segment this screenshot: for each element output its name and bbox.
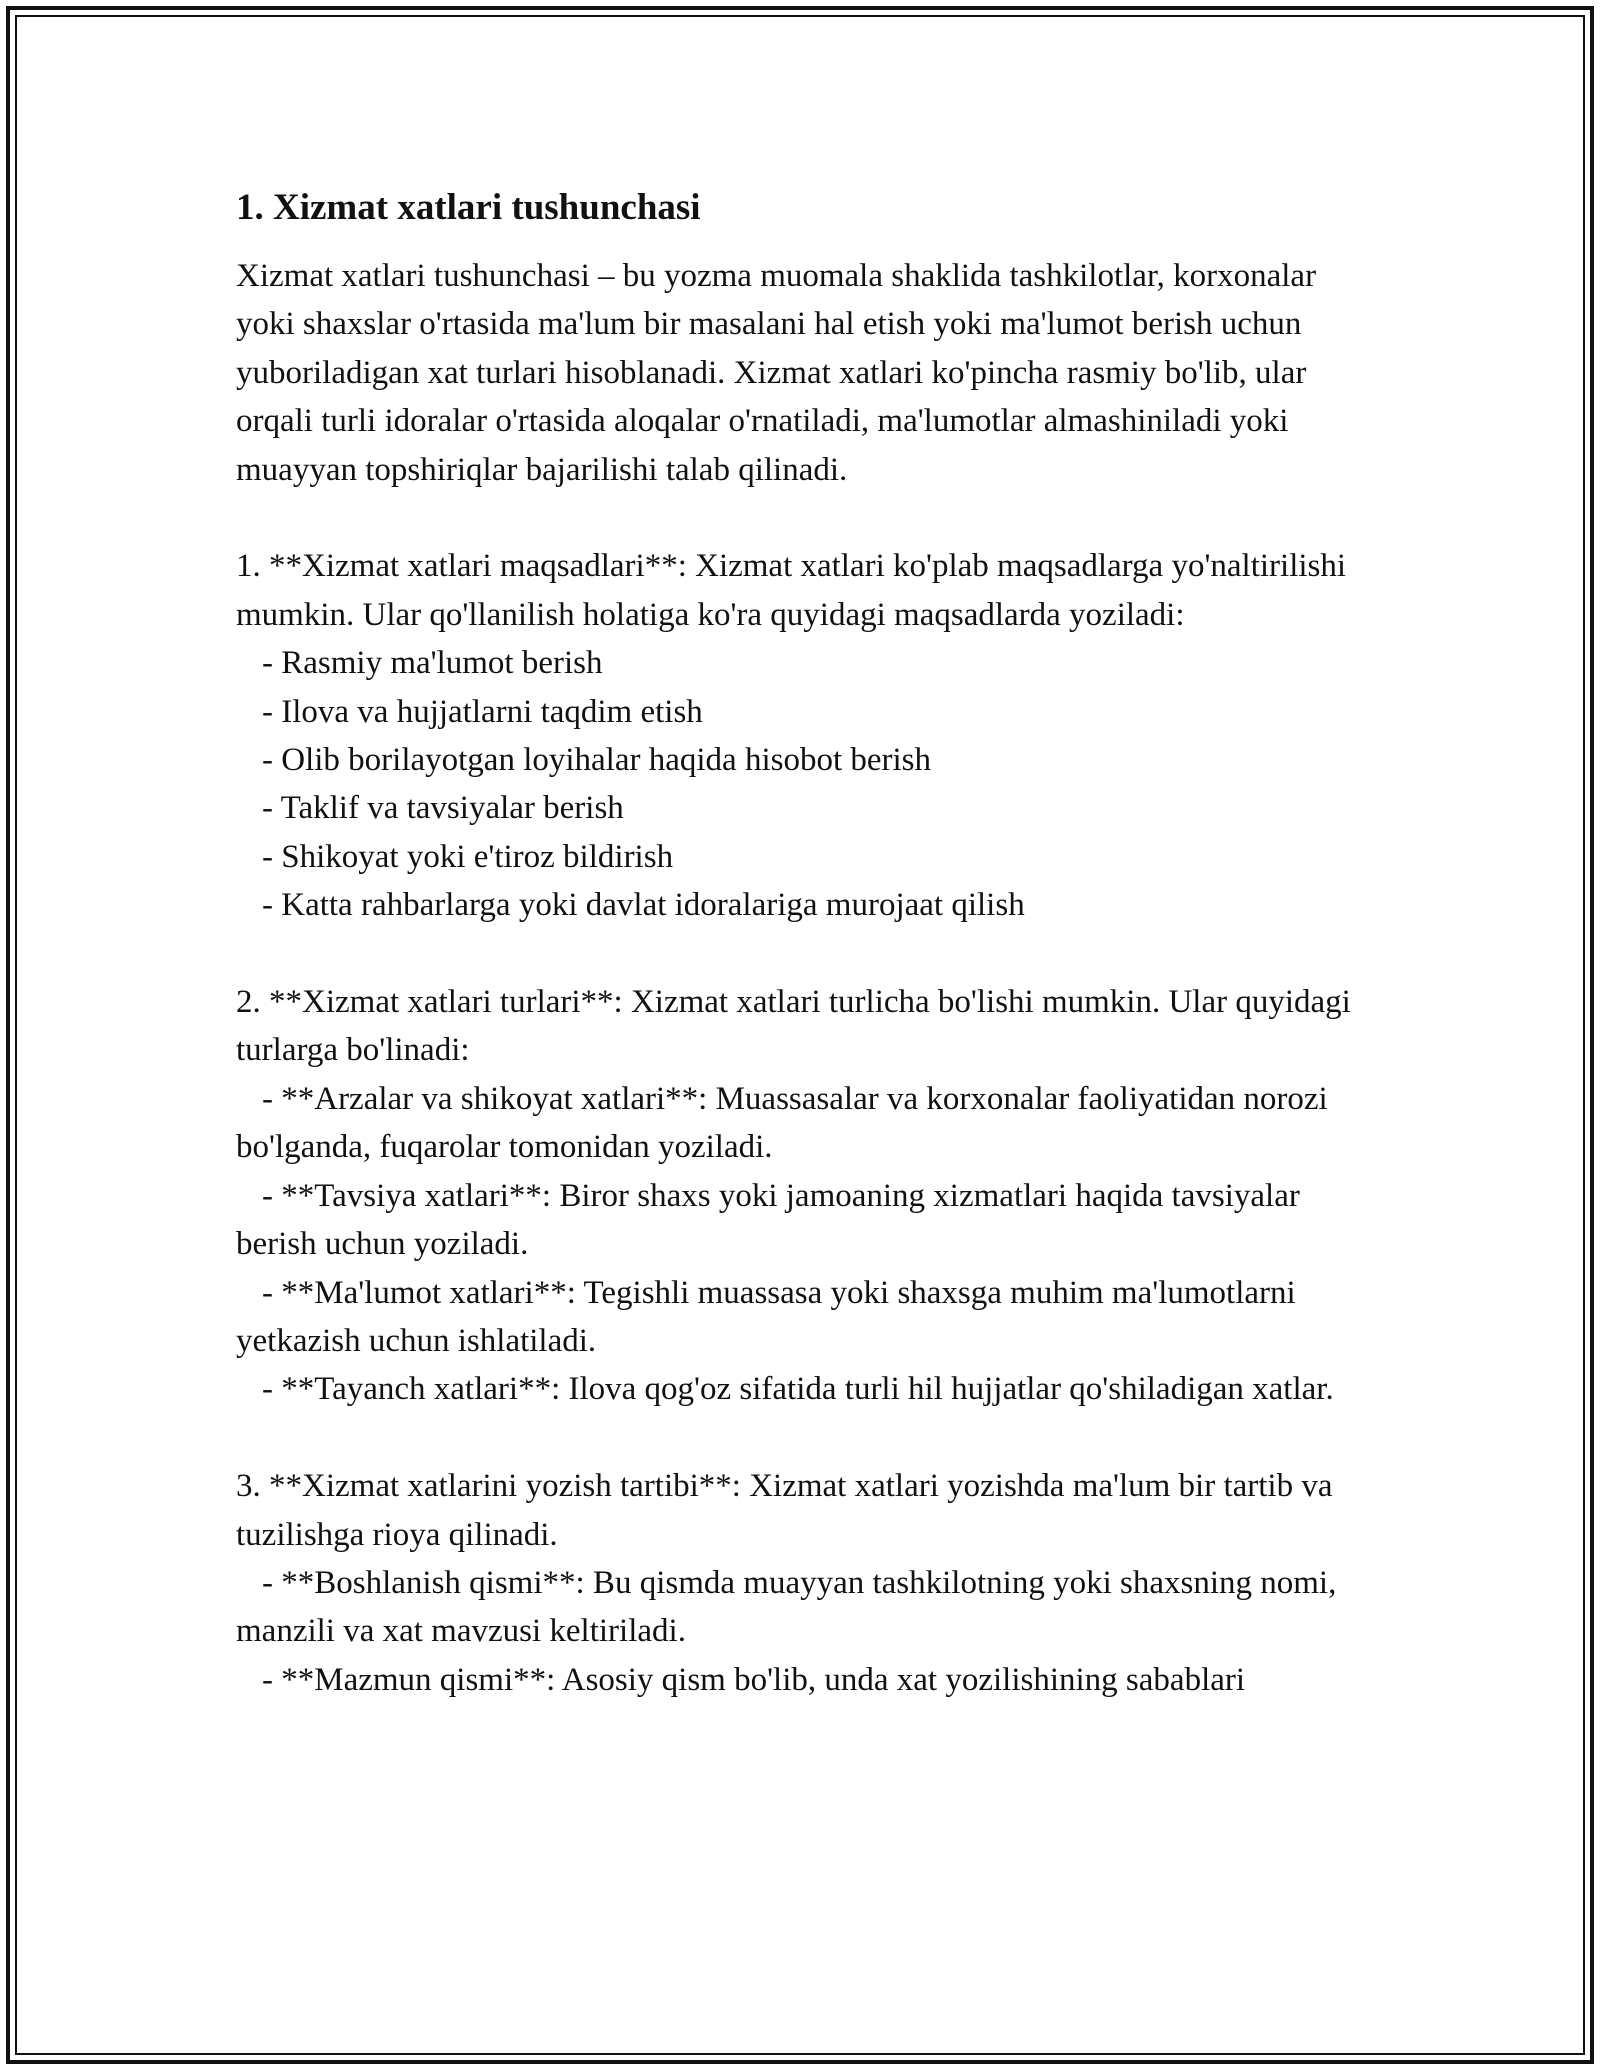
writing-order-lead: 3. **Xizmat xatlarini yozish tartibi**: Xizmat xatlari yozishda ma'lum bir tartib va tuzilishga rioya qilinadi. [236, 1468, 1341, 1553]
purpose-item: - Katta rahbarlarga yoki davlat idoralariga murojaat qilish [262, 887, 1025, 924]
paragraph-gap [236, 930, 1376, 978]
purpose-item: - Rasmiy ma'lumot berish [262, 645, 603, 682]
writing-order-section [236, 1462, 1376, 1704]
writing-order-item-text: - **Mazmun qismi**: Asosiy qism bo'lib, unda xat yozilishining sabablari [262, 1661, 1246, 1698]
writing-order-item [236, 1559, 1376, 1656]
type-item-text: - **Arzalar va shikoyat xatlari**: Muassasalar va korxonalar faoliyatidan norozi bo'lganda, fuqarolar tomonidan yoziladi. [236, 1080, 1336, 1166]
type-item-text: - **Tavsiya xatlari**: Biror shaxs yoki jamoaning xizmatlari haqida tavsiyalar berish uchun yoziladi. [236, 1177, 1309, 1263]
section-heading: 1. Xizmat xatlari tushunchasi [236, 187, 701, 228]
type-item [236, 1269, 1376, 1366]
purpose-item: - Olib borilayotgan loyihalar haqida hisobot berish [262, 742, 932, 779]
type-item [236, 1172, 1376, 1269]
purpose-item: - Ilova va hujjatlarni taqdim etish [262, 693, 703, 730]
paragraph-gap [236, 1414, 1376, 1462]
type-item-text: - **Tayanch xatlari**: Ilova qog'oz sifatida turli hil hujjatlar qo'shiladigan xatlar. [262, 1371, 1334, 1408]
purpose-item: - Shikoyat yoki e'tiroz bildirish [262, 838, 674, 875]
purpose-item: - Taklif va tavsiyalar berish [262, 790, 624, 827]
types-lead: 2. **Xizmat xatlari turlari**: Xizmat xatlari turlicha bo'lishi mumkin. Ular quyidagi turlarga bo'linadi: [236, 984, 1360, 1069]
type-item [236, 1075, 1376, 1172]
intro-paragraph: Xizmat xatlari tushunchasi – bu yozma muomala shaklida tashkilotlar, korxonalar yoki shaxslar o'rtasida ma'lum bir masalani hal etish yoki ma'lumot berish uchun yuboriladigan xat turlari hisoblanadi. Xizmat xatlari ko'pincha rasmiy bo'lib, ular orqali turli idoralar o'rtasida aloqalar o'rnatiladi, ma'lumotlar almashiniladi yoki muayyan topshiriqlar bajarilishi talab qilinadi. [236, 258, 1325, 488]
writing-order-item-text: - **Boshlanish qismi**: Bu qismda muayyan tashkilotning yoki shaxsning nomi, manzili va xat mavzusi keltiriladi. [236, 1564, 1345, 1650]
type-item [236, 1365, 1376, 1413]
type-item-text: - **Ma'lumot xatlari**: Tegishli muassasa yoki shaxsga muhim ma'lumotlarni yetkazish uchun ishlatiladi. [236, 1274, 1304, 1359]
purposes-lead: 1. **Xizmat xatlari maqsadlari**: Xizmat xatlari ko'plab maqsadlarga yo'naltirilishi mumkin. Ular qo'llanilish holatiga ko'ra quyidagi maqsadlarda yoziladi: [236, 548, 1355, 633]
types-section [236, 978, 1376, 1414]
paragraph-gap [236, 494, 1376, 542]
purposes-section [236, 542, 1376, 929]
document-body [236, 184, 1376, 1704]
writing-order-item [236, 1656, 1376, 1704]
